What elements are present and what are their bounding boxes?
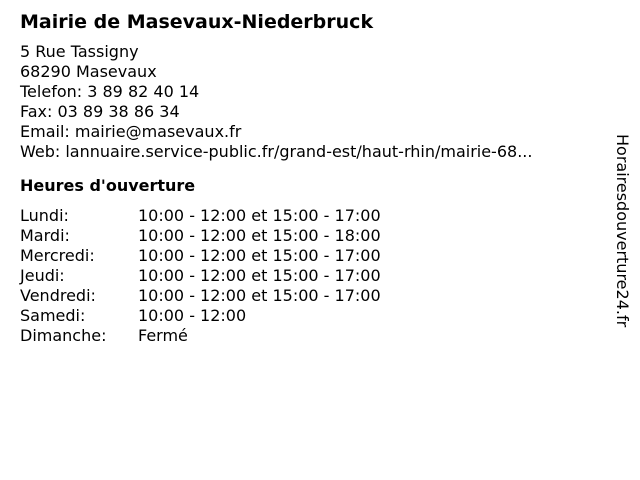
day-label: Samedi: — [20, 306, 86, 325]
hours-row-saturday — [20, 306, 600, 326]
hours-row-thursday — [20, 266, 600, 286]
hours-value: 10:00 - 12:00 et 15:00 - 17:00 — [138, 266, 381, 285]
business-card — [20, 10, 600, 346]
day-label: Mardi: — [20, 226, 70, 245]
day-label: Vendredi: — [20, 286, 96, 305]
web-label: Web: — [20, 142, 66, 161]
email-label: Email: — [20, 122, 75, 141]
hours-value: 10:00 - 12:00 et 15:00 - 17:00 — [138, 246, 381, 265]
web-line — [20, 142, 600, 162]
email-link[interactable]: mairie@masevaux.fr — [74, 122, 242, 141]
hours-row-sunday — [20, 326, 600, 346]
site-watermark: Horairesdouverture24.fr — [613, 134, 632, 328]
hours-value: 10:00 - 12:00 et 15:00 - 18:00 — [138, 226, 381, 245]
opening-hours-table — [20, 206, 600, 346]
city-address: 68290 Masevaux — [20, 62, 157, 81]
hours-value: 10:00 - 12:00 et 15:00 - 17:00 — [138, 286, 381, 305]
hours-row-tuesday — [20, 226, 600, 246]
street-address: 5 Rue Tassigny — [20, 42, 139, 61]
hours-value: 10:00 - 12:00 et 15:00 - 17:00 — [138, 206, 381, 225]
hours-value: Fermé — [138, 326, 188, 345]
business-name: Mairie de Masevaux-Niederbruck — [20, 11, 374, 33]
day-label: Mercredi: — [20, 246, 95, 265]
day-label: Dimanche: — [20, 326, 107, 345]
opening-hours-heading: Heures d'ouverture — [20, 176, 196, 195]
hours-row-monday — [20, 206, 600, 226]
phone-line: Telefon: 3 89 82 40 14 — [20, 82, 200, 101]
email-line — [20, 122, 600, 142]
website-link[interactable]: lannuaire.service-public.fr/grand-est/haut-rhin/mairie-68... — [65, 142, 533, 161]
day-label: Lundi: — [20, 206, 69, 225]
hours-row-wednesday — [20, 246, 600, 266]
day-label: Jeudi: — [20, 266, 65, 285]
hours-value: 10:00 - 12:00 — [138, 306, 247, 325]
fax-line: Fax: 03 89 38 86 34 — [20, 102, 180, 121]
hours-row-friday — [20, 286, 600, 306]
